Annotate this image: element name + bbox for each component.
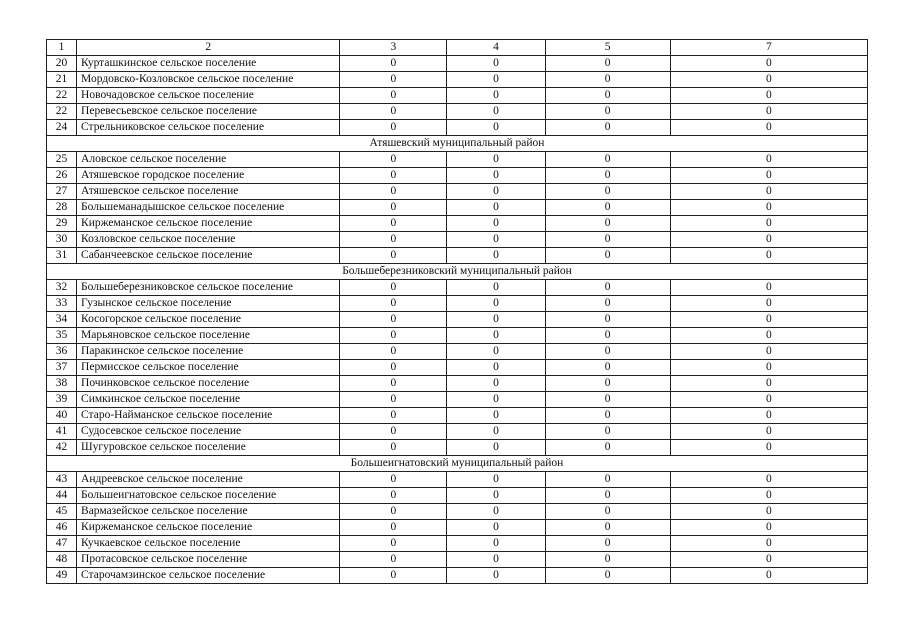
value-cell: 0 — [545, 552, 670, 568]
value-cell: 0 — [340, 312, 447, 328]
value-cell: 0 — [340, 296, 447, 312]
settlement-name: Судосевское сельское поселение — [77, 424, 340, 440]
settlement-name: Атяшевское сельское поселение — [77, 184, 340, 200]
value-cell: 0 — [340, 504, 447, 520]
value-cell: 0 — [340, 360, 447, 376]
value-cell: 0 — [447, 440, 545, 456]
value-cell: 0 — [545, 568, 670, 584]
value-cell: 0 — [447, 296, 545, 312]
settlement-name: Большеигнатовское сельское поселение — [77, 488, 340, 504]
settlement-name: Козловское сельское поселение — [77, 232, 340, 248]
row-number: 46 — [47, 520, 77, 536]
row-number: 22 — [47, 88, 77, 104]
settlement-name: Симкинское сельское поселение — [77, 392, 340, 408]
table-row — [47, 536, 868, 552]
value-cell: 0 — [545, 472, 670, 488]
value-cell: 0 — [447, 328, 545, 344]
settlement-name: Шугуровское сельское поселение — [77, 440, 340, 456]
value-cell: 0 — [340, 552, 447, 568]
row-number: 33 — [47, 296, 77, 312]
value-cell: 0 — [340, 104, 447, 120]
value-cell: 0 — [545, 360, 670, 376]
value-cell: 0 — [670, 184, 867, 200]
value-cell: 0 — [670, 440, 867, 456]
row-number: 41 — [47, 424, 77, 440]
value-cell: 0 — [670, 216, 867, 232]
settlement-name: Протасовское сельское поселение — [77, 552, 340, 568]
value-cell: 0 — [670, 344, 867, 360]
value-cell: 0 — [447, 216, 545, 232]
value-cell: 0 — [545, 280, 670, 296]
value-cell: 0 — [670, 392, 867, 408]
row-number: 37 — [47, 360, 77, 376]
table-row — [47, 72, 868, 88]
value-cell: 0 — [545, 248, 670, 264]
row-number: 47 — [47, 536, 77, 552]
settlement-name: Марьяновское сельское поселение — [77, 328, 340, 344]
column-header: 7 — [670, 40, 867, 56]
value-cell: 0 — [340, 344, 447, 360]
table-row — [47, 424, 868, 440]
settlement-name: Большеберезниковское сельское поселение — [77, 280, 340, 296]
value-cell: 0 — [545, 232, 670, 248]
value-cell: 0 — [545, 408, 670, 424]
table-row — [47, 392, 868, 408]
row-number: 48 — [47, 552, 77, 568]
row-number: 20 — [47, 56, 77, 72]
value-cell: 0 — [545, 88, 670, 104]
value-cell: 0 — [340, 408, 447, 424]
settlement-name: Стрельниковское сельское поселение — [77, 120, 340, 136]
table-row — [47, 472, 868, 488]
value-cell: 0 — [447, 392, 545, 408]
table-row — [47, 296, 868, 312]
value-cell: 0 — [447, 536, 545, 552]
table-row — [47, 120, 868, 136]
value-cell: 0 — [670, 296, 867, 312]
value-cell: 0 — [670, 552, 867, 568]
value-cell: 0 — [340, 440, 447, 456]
value-cell: 0 — [670, 424, 867, 440]
value-cell: 0 — [340, 376, 447, 392]
district-header-row — [47, 456, 868, 472]
value-cell: 0 — [545, 104, 670, 120]
column-header: 4 — [447, 40, 545, 56]
value-cell: 0 — [447, 488, 545, 504]
value-cell: 0 — [447, 376, 545, 392]
table-row — [47, 88, 868, 104]
table-row — [47, 200, 868, 216]
settlements-table — [46, 39, 868, 584]
settlement-name: Пермисское сельское поселение — [77, 360, 340, 376]
value-cell: 0 — [545, 152, 670, 168]
column-header: 1 — [47, 40, 77, 56]
value-cell: 0 — [670, 88, 867, 104]
table-row — [47, 280, 868, 296]
settlement-name: Новочадовское сельское поселение — [77, 88, 340, 104]
value-cell: 0 — [447, 232, 545, 248]
value-cell: 0 — [447, 168, 545, 184]
row-number: 34 — [47, 312, 77, 328]
row-number: 36 — [47, 344, 77, 360]
row-number: 30 — [47, 232, 77, 248]
settlement-name: Кучкаевское сельское поселение — [77, 536, 340, 552]
table-row — [47, 360, 868, 376]
settlement-name: Большеманадышское сельское поселение — [77, 200, 340, 216]
table-row — [47, 568, 868, 584]
settlement-name: Старо-Найманское сельское поселение — [77, 408, 340, 424]
value-cell: 0 — [545, 424, 670, 440]
value-cell: 0 — [447, 568, 545, 584]
row-number: 25 — [47, 152, 77, 168]
table-row — [47, 152, 868, 168]
value-cell: 0 — [545, 504, 670, 520]
value-cell: 0 — [670, 488, 867, 504]
value-cell: 0 — [447, 360, 545, 376]
row-number: 38 — [47, 376, 77, 392]
table-row — [47, 248, 868, 264]
table-row — [47, 184, 868, 200]
value-cell: 0 — [670, 152, 867, 168]
value-cell: 0 — [340, 232, 447, 248]
table-row — [47, 216, 868, 232]
settlement-name: Мордовско-Козловское сельское поселение — [77, 72, 340, 88]
table-row — [47, 56, 868, 72]
value-cell: 0 — [670, 360, 867, 376]
value-cell: 0 — [670, 504, 867, 520]
value-cell: 0 — [340, 88, 447, 104]
value-cell: 0 — [545, 536, 670, 552]
row-number: 24 — [47, 120, 77, 136]
value-cell: 0 — [447, 248, 545, 264]
row-number: 32 — [47, 280, 77, 296]
value-cell: 0 — [447, 120, 545, 136]
row-number: 31 — [47, 248, 77, 264]
row-number: 22 — [47, 104, 77, 120]
value-cell: 0 — [340, 56, 447, 72]
value-cell: 0 — [545, 344, 670, 360]
value-cell: 0 — [447, 344, 545, 360]
row-number: 35 — [47, 328, 77, 344]
table-row — [47, 552, 868, 568]
value-cell: 0 — [447, 552, 545, 568]
settlement-name: Старочамзинское сельское поселение — [77, 568, 340, 584]
settlement-name: Атяшевское городское поселение — [77, 168, 340, 184]
row-number: 44 — [47, 488, 77, 504]
settlement-name: Косогорское сельское поселение — [77, 312, 340, 328]
settlement-name: Паракинское сельское поселение — [77, 344, 340, 360]
settlement-name: Починковское сельское поселение — [77, 376, 340, 392]
value-cell: 0 — [545, 520, 670, 536]
table-row — [47, 376, 868, 392]
value-cell: 0 — [545, 440, 670, 456]
value-cell: 0 — [340, 168, 447, 184]
table-row — [47, 312, 868, 328]
district-title: Большеберезниковский муниципальный район — [47, 264, 868, 280]
table-row — [47, 104, 868, 120]
value-cell: 0 — [545, 296, 670, 312]
value-cell: 0 — [670, 520, 867, 536]
value-cell: 0 — [340, 568, 447, 584]
value-cell: 0 — [670, 376, 867, 392]
value-cell: 0 — [545, 376, 670, 392]
value-cell: 0 — [447, 72, 545, 88]
value-cell: 0 — [340, 392, 447, 408]
value-cell: 0 — [545, 184, 670, 200]
value-cell: 0 — [340, 72, 447, 88]
settlement-name: Андреевское сельское поселение — [77, 472, 340, 488]
table-row — [47, 520, 868, 536]
column-header: 5 — [545, 40, 670, 56]
table-row — [47, 168, 868, 184]
value-cell: 0 — [340, 280, 447, 296]
value-cell: 0 — [670, 280, 867, 296]
table-row — [47, 488, 868, 504]
settlement-name: Киржеманское сельское поселение — [77, 216, 340, 232]
document-page — [46, 39, 868, 584]
value-cell: 0 — [670, 248, 867, 264]
row-number: 29 — [47, 216, 77, 232]
value-cell: 0 — [545, 56, 670, 72]
value-cell: 0 — [447, 200, 545, 216]
value-cell: 0 — [340, 200, 447, 216]
value-cell: 0 — [545, 120, 670, 136]
row-number: 39 — [47, 392, 77, 408]
value-cell: 0 — [670, 200, 867, 216]
settlement-name: Вармазейское сельское поселение — [77, 504, 340, 520]
value-cell: 0 — [670, 568, 867, 584]
value-cell: 0 — [340, 248, 447, 264]
value-cell: 0 — [670, 72, 867, 88]
value-cell: 0 — [340, 216, 447, 232]
value-cell: 0 — [447, 184, 545, 200]
value-cell: 0 — [545, 168, 670, 184]
row-number: 21 — [47, 72, 77, 88]
table-row — [47, 504, 868, 520]
row-number: 42 — [47, 440, 77, 456]
value-cell: 0 — [670, 120, 867, 136]
value-cell: 0 — [340, 184, 447, 200]
settlement-name: Сабанчеевское сельское поселение — [77, 248, 340, 264]
row-number: 27 — [47, 184, 77, 200]
value-cell: 0 — [340, 520, 447, 536]
value-cell: 0 — [447, 424, 545, 440]
value-cell: 0 — [340, 152, 447, 168]
value-cell: 0 — [447, 312, 545, 328]
value-cell: 0 — [340, 120, 447, 136]
value-cell: 0 — [545, 312, 670, 328]
value-cell: 0 — [670, 536, 867, 552]
value-cell: 0 — [340, 328, 447, 344]
value-cell: 0 — [447, 152, 545, 168]
value-cell: 0 — [447, 504, 545, 520]
row-number: 28 — [47, 200, 77, 216]
value-cell: 0 — [447, 56, 545, 72]
value-cell: 0 — [670, 168, 867, 184]
district-header-row — [47, 264, 868, 280]
value-cell: 0 — [670, 312, 867, 328]
settlement-name: Аловское сельское поселение — [77, 152, 340, 168]
row-number: 49 — [47, 568, 77, 584]
value-cell: 0 — [545, 392, 670, 408]
settlement-name: Перевесьевское сельское поселение — [77, 104, 340, 120]
table-row — [47, 440, 868, 456]
value-cell: 0 — [340, 488, 447, 504]
value-cell: 0 — [340, 536, 447, 552]
value-cell: 0 — [670, 328, 867, 344]
header-row — [47, 40, 868, 56]
value-cell: 0 — [545, 488, 670, 504]
value-cell: 0 — [670, 232, 867, 248]
value-cell: 0 — [447, 472, 545, 488]
row-number: 43 — [47, 472, 77, 488]
value-cell: 0 — [670, 56, 867, 72]
district-title: Большеигнатовский муниципальный район — [47, 456, 868, 472]
value-cell: 0 — [670, 472, 867, 488]
value-cell: 0 — [545, 200, 670, 216]
value-cell: 0 — [447, 408, 545, 424]
value-cell: 0 — [545, 328, 670, 344]
table-row — [47, 328, 868, 344]
value-cell: 0 — [447, 104, 545, 120]
value-cell: 0 — [670, 408, 867, 424]
table-row — [47, 232, 868, 248]
table-body — [47, 56, 868, 584]
value-cell: 0 — [447, 520, 545, 536]
column-header: 2 — [77, 40, 340, 56]
value-cell: 0 — [447, 88, 545, 104]
row-number: 40 — [47, 408, 77, 424]
settlement-name: Курташкинское сельское поселение — [77, 56, 340, 72]
table-row — [47, 344, 868, 360]
district-title: Атяшевский муниципальный район — [47, 136, 868, 152]
settlement-name: Гузынское сельское поселение — [77, 296, 340, 312]
row-number: 26 — [47, 168, 77, 184]
value-cell: 0 — [545, 72, 670, 88]
value-cell: 0 — [447, 280, 545, 296]
row-number: 45 — [47, 504, 77, 520]
value-cell: 0 — [670, 104, 867, 120]
value-cell: 0 — [545, 216, 670, 232]
value-cell: 0 — [340, 424, 447, 440]
table-row — [47, 408, 868, 424]
district-header-row — [47, 136, 868, 152]
value-cell: 0 — [340, 472, 447, 488]
column-header: 3 — [340, 40, 447, 56]
settlement-name: Киржеманское сельское поселение — [77, 520, 340, 536]
